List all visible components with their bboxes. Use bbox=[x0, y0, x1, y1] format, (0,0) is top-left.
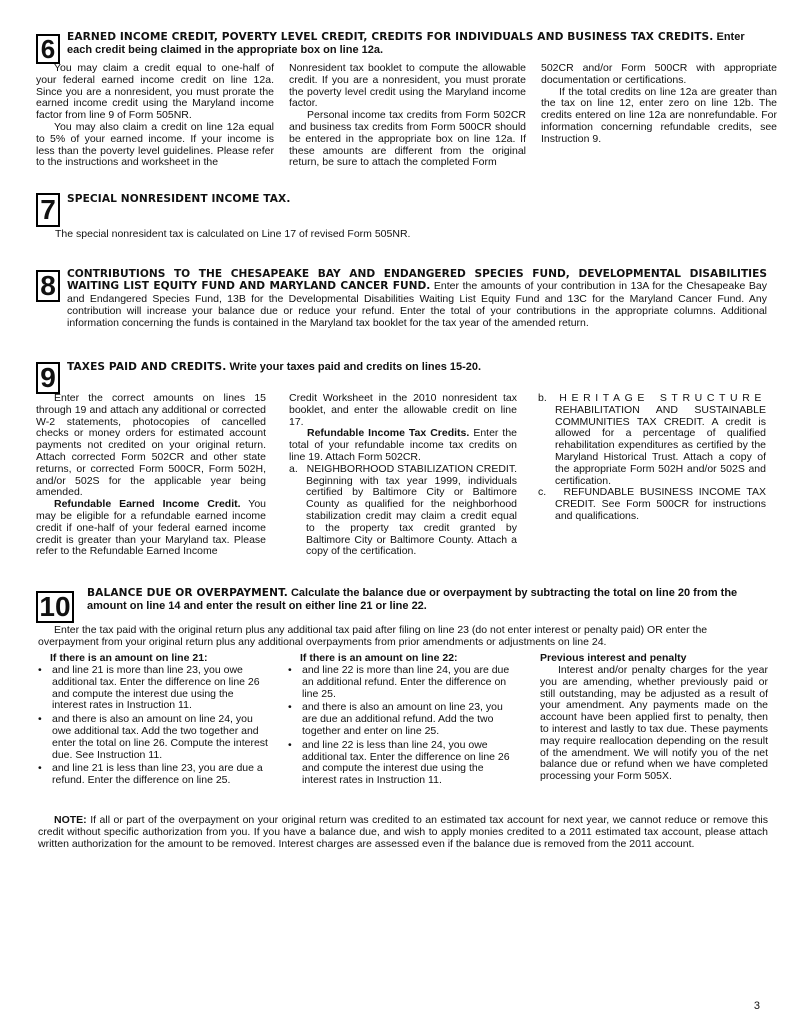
section-10-col3: Previous interest and penalty Interest and/or penalty charges for the year you are amending, whether previously paid or still outstanding, may be adjusted as a result of your amendment. Any payments made on the account have been applied first to penalty, then to interest and lastly to tax due. These payments may require reallocation depending on the result of the amendment. We will notify you of the net balance due or refund when we have completed processing your Form 505X. bbox=[540, 652, 768, 783]
section-7-body: The special nonresident tax is calculated on Line 17 of revised Form 505NR. bbox=[55, 228, 411, 240]
section-10-intro: Enter the tax paid with the original return plus any additional tax paid after filing on line 23 (do not enter interest or penalty paid) OR enter the overpayment from your original return plus any additional overpayments from prior amendments or adjustments on line 24. bbox=[38, 624, 708, 648]
section-6-heading: EARNED INCOME CREDIT, POVERTY LEVEL CREDIT, CREDITS FOR INDIVIDUALS AND BUSINESS TAX CREDITS. Enter each credit being claimed in the appropriate box on line 12a. bbox=[67, 31, 745, 56]
section-10-col1: If there is an amount on line 21: • and line 21 is more than line 23, you owe additional tax. Enter the difference on line 26 and compute the interest due using the interest rates in Instruction 11. • and there is also an amount on line 24, you owe additional tax. Add the two together and enter the total on line 26. Compute the interest due. See Instruction 11. • and line 21 is less than line 23, you are due a refund. Enter the difference on line 25. bbox=[38, 652, 268, 787]
section-9-col1: Enter the correct amounts on lines 15 through 19 and attach any additional or corrected W-2 statements, photocopies of cancelled checks or money orders for estimated account payments not credited on your original return. Attach corrected Form 502CR and other state returns, or corrected Form 500CR, Form 502H, and/or 502S for the applicable year being amended. Refundable Earned Income Credit. You may be eligible for a refundable earned income credit if one-half of your federal earned income credit is greater than your Maryland tax. Please refer to the Refundable Earned Income bbox=[36, 392, 266, 558]
section-9-number: 9 bbox=[36, 362, 60, 394]
section-9-col2: Credit Worksheet in the 2010 nonresident tax booklet, and enter the allowable credit on line 17. Refundable Income Tax Credits. Enter the total of your refundable income tax credits on line 19. Attach Form 502CR. a. NEIGHBORHOOD STABILIZATION CREDIT. Beginning with tax year 1999, individuals certified by Baltimore City or Baltimore County as qualified for the neighborhood stabilization credit may claim a credit equal to the property tax credit granted by Baltimore City or Baltimore County. Attach a copy of the certification. bbox=[289, 392, 517, 558]
section-6-col1: You may claim a credit equal to one-half of your federal earned income credit on line 12a. Since you are a nonresident, you must prorate the earned income credit using the Maryland income factor from line 9 of Form 505NR. You may also claim a credit on line 12a equal to 5% of your earned income. If your income is less than the poverty level guidelines. Please refer to the instructions and worksheet in the bbox=[36, 62, 274, 169]
section-9-col3: b. HERITAGE STRUCTURE REHABILITATION AND SUSTAINABLE COMMUNITIES TAX CREDIT. A credit is allowed for a percentage of qualified rehabilitation expenditures as certified by the Maryland Historical Trust. Attach a copy of the appropriate Form 502H and/or 502S and certification. c. REFUNDABLE BUSINESS INCOME TAX CREDIT. See Form 500CR for instructions and qualifications. bbox=[538, 392, 766, 522]
section-6-col3: 502CR and/or Form 500CR with appropriate documentation or certifications. If the total credits on line 12a are greater than the tax on line 12, enter zero on line 12b. The credits entered on line 12a are nonrefundable. For information concerning refundable credits, see Instruction 9. bbox=[541, 62, 777, 145]
section-10-col2: If there is an amount on line 22: • and line 22 is more than line 24, you are due an additional refund. Enter the difference on line 25. • and there is also an amount on line 23, you are due an additional refund. Add the two together and enter on line 25. • and line 22 is less than line 24, you owe additional tax. Enter the difference on line 26 and compute the interest due using the interest rates in Instruction 11. bbox=[288, 652, 510, 787]
section-9-heading: TAXES PAID AND CREDITS. Write your taxes paid and credits on lines 15-20. bbox=[67, 361, 482, 373]
section-10-number: 10 bbox=[36, 591, 74, 623]
section-10-heading: BALANCE DUE OR OVERPAYMENT. Calculate the balance due or overpayment by subtracting the total on line 20 from the amount on line 14 and enter the result on either line 21 or line 22. bbox=[87, 587, 738, 612]
section-6-col2: Nonresident tax booklet to compute the allowable credit. If you are a nonresident, you must prorate the poverty level credit using the Maryland income factor. Personal income tax credits from Form 502CR and business tax credits from Form 500CR should be entered in the appropriate box on line 12a. If these amounts are different from the original return, be sure to attach the completed Form bbox=[289, 62, 526, 169]
section-8-text: CONTRIBUTIONS TO THE CHESAPEAKE BAY AND ENDANGERED SPECIES FUND, DEVELOPMENTAL DISABILITIES WAITING LIST EQUITY FUND AND MARYLAND CANCER FUND. Enter the amounts of your contribution in 13A for the Chesapeake Bay and Endangered Species Fund, 13B for the Developmental Disabilities Waiting List Equity Fund and 13C for the Maryland Cancer Fund. Any contribution will increase your balance due or reduce your refund. Enter the total of your contributions in the appropriate columns. Additional information concerning the funds is contained in the Maryland tax booklet for the tax year of the amended return. bbox=[67, 268, 767, 330]
section-7-number: 7 bbox=[36, 193, 60, 227]
section-7-heading: SPECIAL NONRESIDENT INCOME TAX. bbox=[67, 193, 291, 205]
section-6-number: 6 bbox=[36, 34, 60, 64]
note-paragraph: NOTE: If all or part of the overpayment on your original return was credited to an estimated tax account for next year, we cannot reduce or remove this credit without specific authorization from you. If you have a balance due, and wish to apply monies credited to a 2011 estimated tax account, please attach written authorization for the amount to be removed. Interest charges are assessed even if the balance due is removed from the 2011 account. bbox=[38, 814, 768, 850]
section-8-number: 8 bbox=[36, 270, 60, 302]
page-number: 3 bbox=[753, 1000, 760, 1012]
